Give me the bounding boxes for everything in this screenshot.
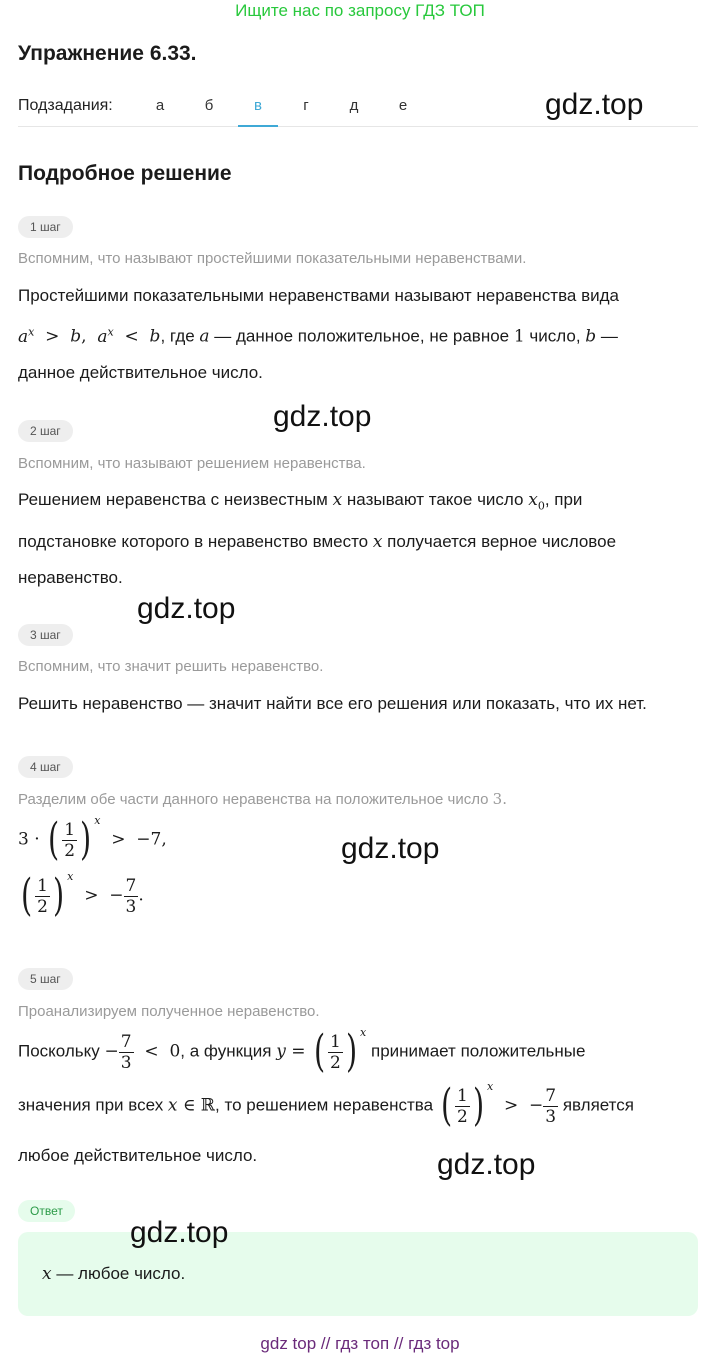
subtasks-label: Подзадания:: [18, 97, 113, 114]
step-1-line-3: данное действительное число.: [18, 362, 263, 382]
answer-box: [18, 1232, 698, 1316]
watermark: gdz.top: [273, 400, 372, 433]
answer-badge: Ответ: [18, 1200, 75, 1222]
step-5-line-2: значения при всех x ∈ ℝ, то решением неравенства ( $\frac{1}{2}$ ) $^x$ > − $\frac{7}{3}$ является: [18, 1079, 634, 1131]
step-5-badge: 5 шаг: [18, 968, 73, 990]
step-2-note: Вспомним, что называют решением неравенства.: [18, 455, 366, 472]
watermark: gdz.top: [341, 832, 440, 865]
watermark: gdz.top: [437, 1148, 536, 1181]
answer-text: x — любое число.: [42, 1264, 186, 1284]
step-3-note: Вспомним, что значит решить неравенство.: [18, 658, 324, 675]
step-4-formula-2: ( $\frac{1}{2}$ ) $^x$ > − $\frac{7}{3}$ .: [21, 869, 144, 921]
step-5-note: Проанализируем полученное неравенство.: [18, 1003, 320, 1020]
step-5-line-3: любое действительное число.: [18, 1146, 258, 1165]
section-title: Подробное решение: [18, 162, 232, 185]
step-5-line-1: Поскольку − $\frac{7}{3}$ < 0, а функция y = ( $\frac{1}{2}$ ) $^x$ принимает положительные: [18, 1025, 586, 1077]
tab-g[interactable]: г: [303, 97, 309, 114]
tab-e[interactable]: е: [398, 97, 408, 114]
footer-links[interactable]: gdz top // гдз топ // гдз top: [260, 1334, 460, 1353]
tab-d[interactable]: д: [349, 97, 359, 114]
step-1-line-1: Простейшими показательными неравенствами называют неравенства вида: [18, 286, 620, 305]
step-4-badge: 4 шаг: [18, 756, 73, 778]
step-2-line-1: Решением неравенства с неизвестным x называют такое число $x_0$, при: [18, 490, 583, 513]
watermark: gdz.top: [545, 88, 644, 121]
step-2-badge: 2 шаг: [18, 420, 73, 442]
promo-banner: Ищите нас по запросу ГДЗ ТОП: [235, 1, 485, 20]
step-3-badge: 3 шаг: [18, 624, 73, 646]
step-3-text: Решить неравенство — значит найти все его решения или показать, что их нет.: [18, 694, 647, 713]
step-1-text: [18, 278, 708, 391]
step-1-note: Вспомним, что называют простейшими показательными неравенствами.: [18, 250, 527, 267]
watermark: gdz.top: [130, 1216, 229, 1249]
tab-b[interactable]: б: [204, 97, 214, 114]
step-2-text: [18, 482, 708, 596]
page-title: Упражнение 6.33.: [18, 42, 197, 65]
step-4-note: Разделим обе части данного неравенства на положительное число 3.: [18, 790, 507, 808]
step-1-badge: 1 шаг: [18, 216, 73, 238]
step-4-formula-1: 3 · ( $\frac{1}{2}$ ) $^x$ > −7,: [18, 813, 167, 865]
step-1-line-2: $a^x > b$, $a^x < b$, где a — данное положительное, не равное 1 число, b —: [18, 325, 618, 347]
watermark: gdz.top: [137, 592, 236, 625]
step-2-line-3: неравенство.: [18, 568, 123, 588]
tab-a[interactable]: а: [155, 97, 165, 114]
step-2-line-2: подстановке которого в неравенство вместо x получается верное числовое: [18, 532, 617, 553]
tab-v[interactable]: в: [238, 97, 278, 127]
